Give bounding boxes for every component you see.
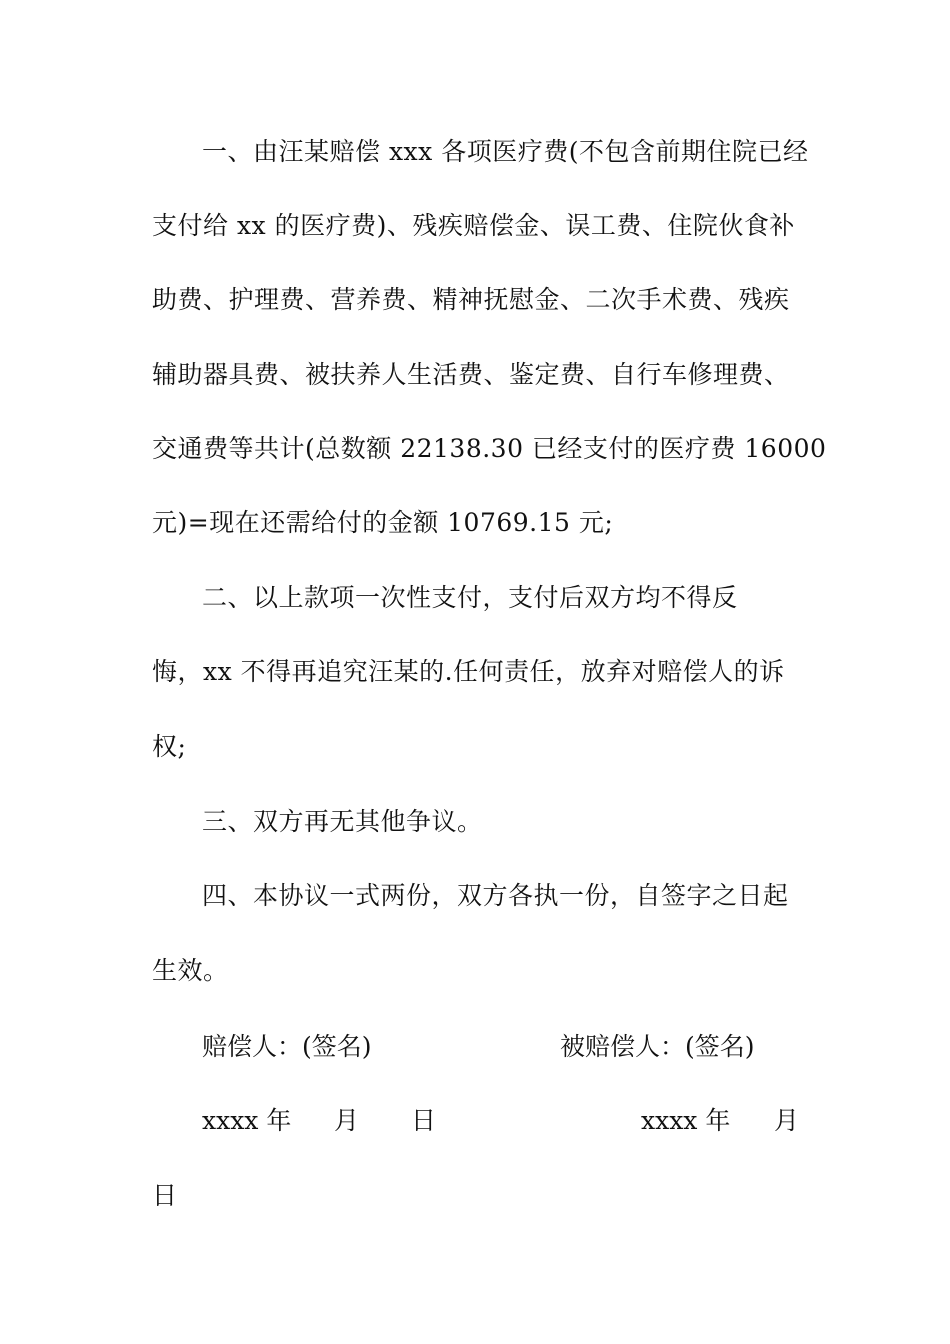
compensated-signature-label: 被赔偿人：(签名) bbox=[560, 1032, 755, 1061]
paragraph-1-line-1: 一、由汪某赔偿 xxx 各项医疗费(不包含前期住院已经 bbox=[202, 137, 809, 166]
paragraph-1-line-5: 交通费等共计(总数额 22138.30 已经支付的医疗费 16000 bbox=[152, 434, 827, 463]
paragraph-2-line-1: 二、以上款项一次性支付，支付后双方均不得反 bbox=[202, 583, 738, 612]
paragraph-1-line-6: 元)=现在还需给付的金额 10769.15 元; bbox=[152, 508, 614, 537]
paragraph-1-line-4: 辅助器具费、被扶养人生活费、鉴定费、自行车修理费、 bbox=[152, 360, 790, 389]
paragraph-2-line-2: 悔，xx 不得再追究汪某的.任何责任，放弃对赔偿人的诉 bbox=[152, 657, 785, 686]
paragraph-1-line-2: 支付给 xx 的医疗费)、残疾赔偿金、误工费、住院伙食补 bbox=[152, 211, 795, 240]
left-date-year: xxxx 年 bbox=[202, 1106, 292, 1135]
right-date-year: xxxx 年 bbox=[641, 1106, 731, 1135]
right-date-month: 月 bbox=[774, 1106, 800, 1135]
compensator-signature-label: 赔偿人：(签名) bbox=[202, 1032, 372, 1061]
paragraph-4-line-2: 生效。 bbox=[152, 956, 229, 985]
paragraph-2-line-3: 权; bbox=[152, 732, 187, 761]
right-date-day: 日 bbox=[152, 1181, 178, 1210]
left-date-day: 日 bbox=[411, 1106, 437, 1135]
left-date-month: 月 bbox=[334, 1106, 360, 1135]
paragraph-4-line-1: 四、本协议一式两份，双方各执一份，自签字之日起 bbox=[202, 881, 789, 910]
paragraph-3-line-1: 三、双方再无其他争议。 bbox=[202, 807, 483, 836]
paragraph-1-line-3: 助费、护理费、营养费、精神抚慰金、二次手术费、残疾 bbox=[152, 285, 790, 314]
